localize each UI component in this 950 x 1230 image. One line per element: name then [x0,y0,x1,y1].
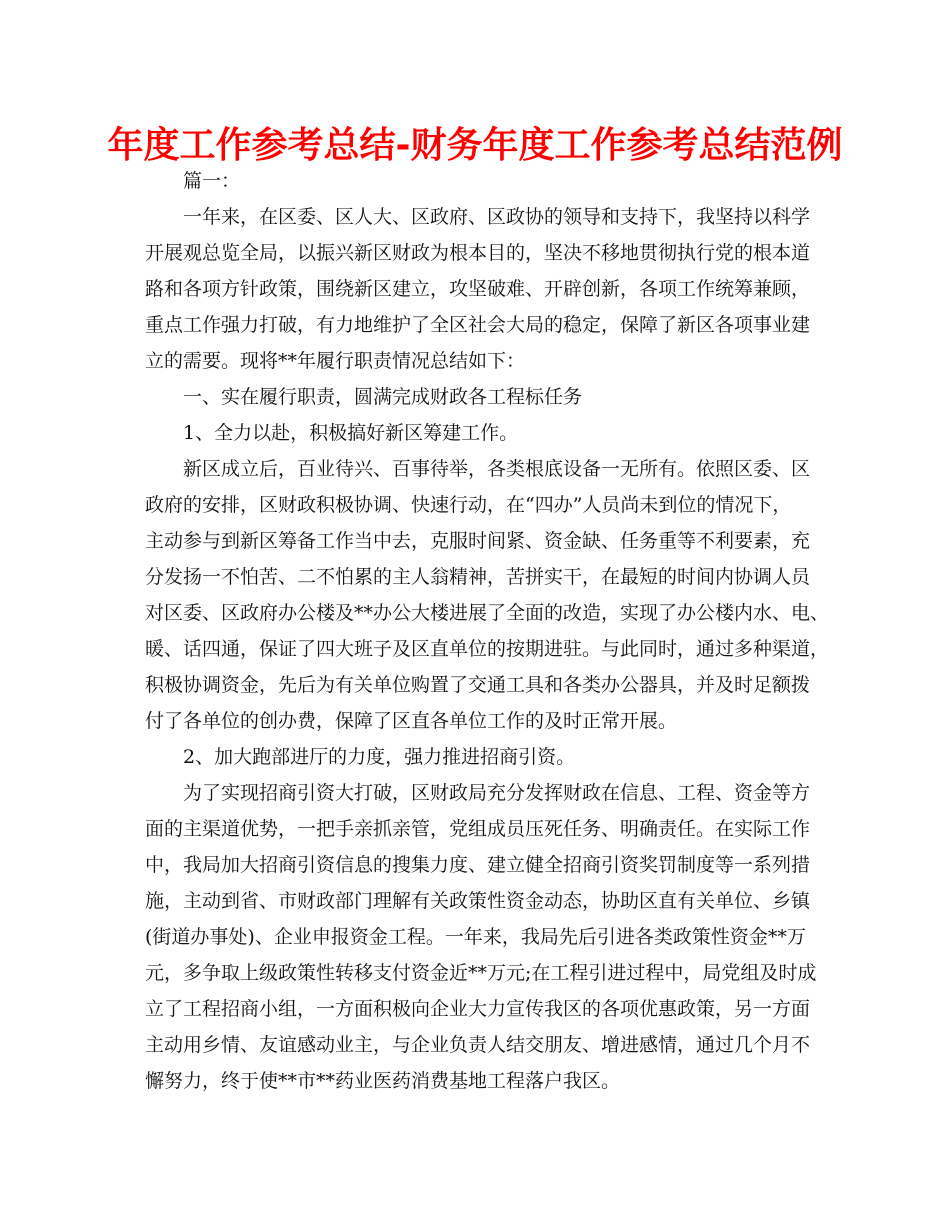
body-line: 新区成立后，百业待兴、百事待举，各类根底设备一无所有。依照区委、区 [183,458,811,480]
subsection-heading: 2、加大跑部进厅的力度，强力推进招商引资。 [183,746,576,768]
body-line: 路和各项方针政策，围绕新区建立，攻坚破难、开辟创新，各项工作统筹兼顾， [145,278,811,300]
body-line: 重点工作强力打破，有力地维护了全区社会大局的稳定，保障了新区各项事业建 [145,314,811,336]
body-line: 分发扬一不怕苦、二不怕累的主人翁精神，苦拼实干，在最短的时间内协调人员 [145,566,811,588]
section-heading: 一、实在履行职责，圆满完成财政各工程标任务 [183,386,583,408]
body-line: 政府的安排，区财政积极协调、快速行动，在“四办”人员尚未到位的情况下， [145,494,792,516]
body-line: (街道办事处)、企业申报资金工程。一年来，我局先后引进各类政策性资金**万 [145,926,806,948]
section-heading-part-one: 篇一： [183,170,241,192]
body-line: 付了各单位的创办费，保障了区直各单位工作的及时正常开展。 [145,710,678,732]
body-line: 开展观总览全局，以振兴新区财政为根本目的，坚决不移地贯彻执行党的根本道 [145,242,811,264]
body-line: 主动参与到新区筹备工作当中去，克服时间紧、资金缺、任务重等不利要素，充 [145,530,811,552]
body-line: 元，多争取上级政策性转移支付资金近**万元;在工程引进过程中，局党组及时成 [145,962,817,984]
subsection-heading: 1、全力以赴，积极搞好新区筹建工作。 [183,422,519,444]
body-line: 立的需要。现将**年履行职责情况总结如下： [145,350,526,372]
body-line: 对区委、区政府办公楼及**办公大楼进展了全面的改造，实现了办公楼内水、电、 [145,602,830,624]
document-title: 年度工作参考总结-财务年度工作参考总结范例 [107,125,843,166]
body-line: 立了工程招商小组，一方面积极向企业大力宣传我区的各项优惠政策，另一方面 [145,998,811,1020]
body-line: 积极协调资金，先后为有关单位购置了交通工具和各类办公器具，并及时足额拨 [145,674,811,696]
body-line: 面的主渠道优势，一把手亲抓亲管，党组成员压死任务、明确责任。在实际工作 [145,818,811,840]
body-line: 一年来，在区委、区人大、区政府、区政协的领导和支持下，我坚持以科学 [183,206,811,228]
body-line: 暖、话四通，保证了四大班子及区直单位的按期进驻。与此同时，通过多种渠道， [145,638,830,660]
document-body [145,163,830,1099]
body-line: 懈努力，终于使**市**药业医药消费基地工程落户我区。 [145,1070,621,1092]
body-line: 施，主动到省、市财政部门理解有关政策性资金动态，协助区直有关单位、乡镇 [145,890,811,912]
body-line: 为了实现招商引资大打破，区财政局充分发挥财政在信息、工程、资金等方 [183,782,811,804]
body-line: 主动用乡情、友谊感动业主，与企业负责人结交朋友、增进感情，通过几个月不 [145,1034,811,1056]
body-line: 中，我局加大招商引资信息的搜集力度、建立健全招商引资奖罚制度等一系列措 [145,854,811,876]
